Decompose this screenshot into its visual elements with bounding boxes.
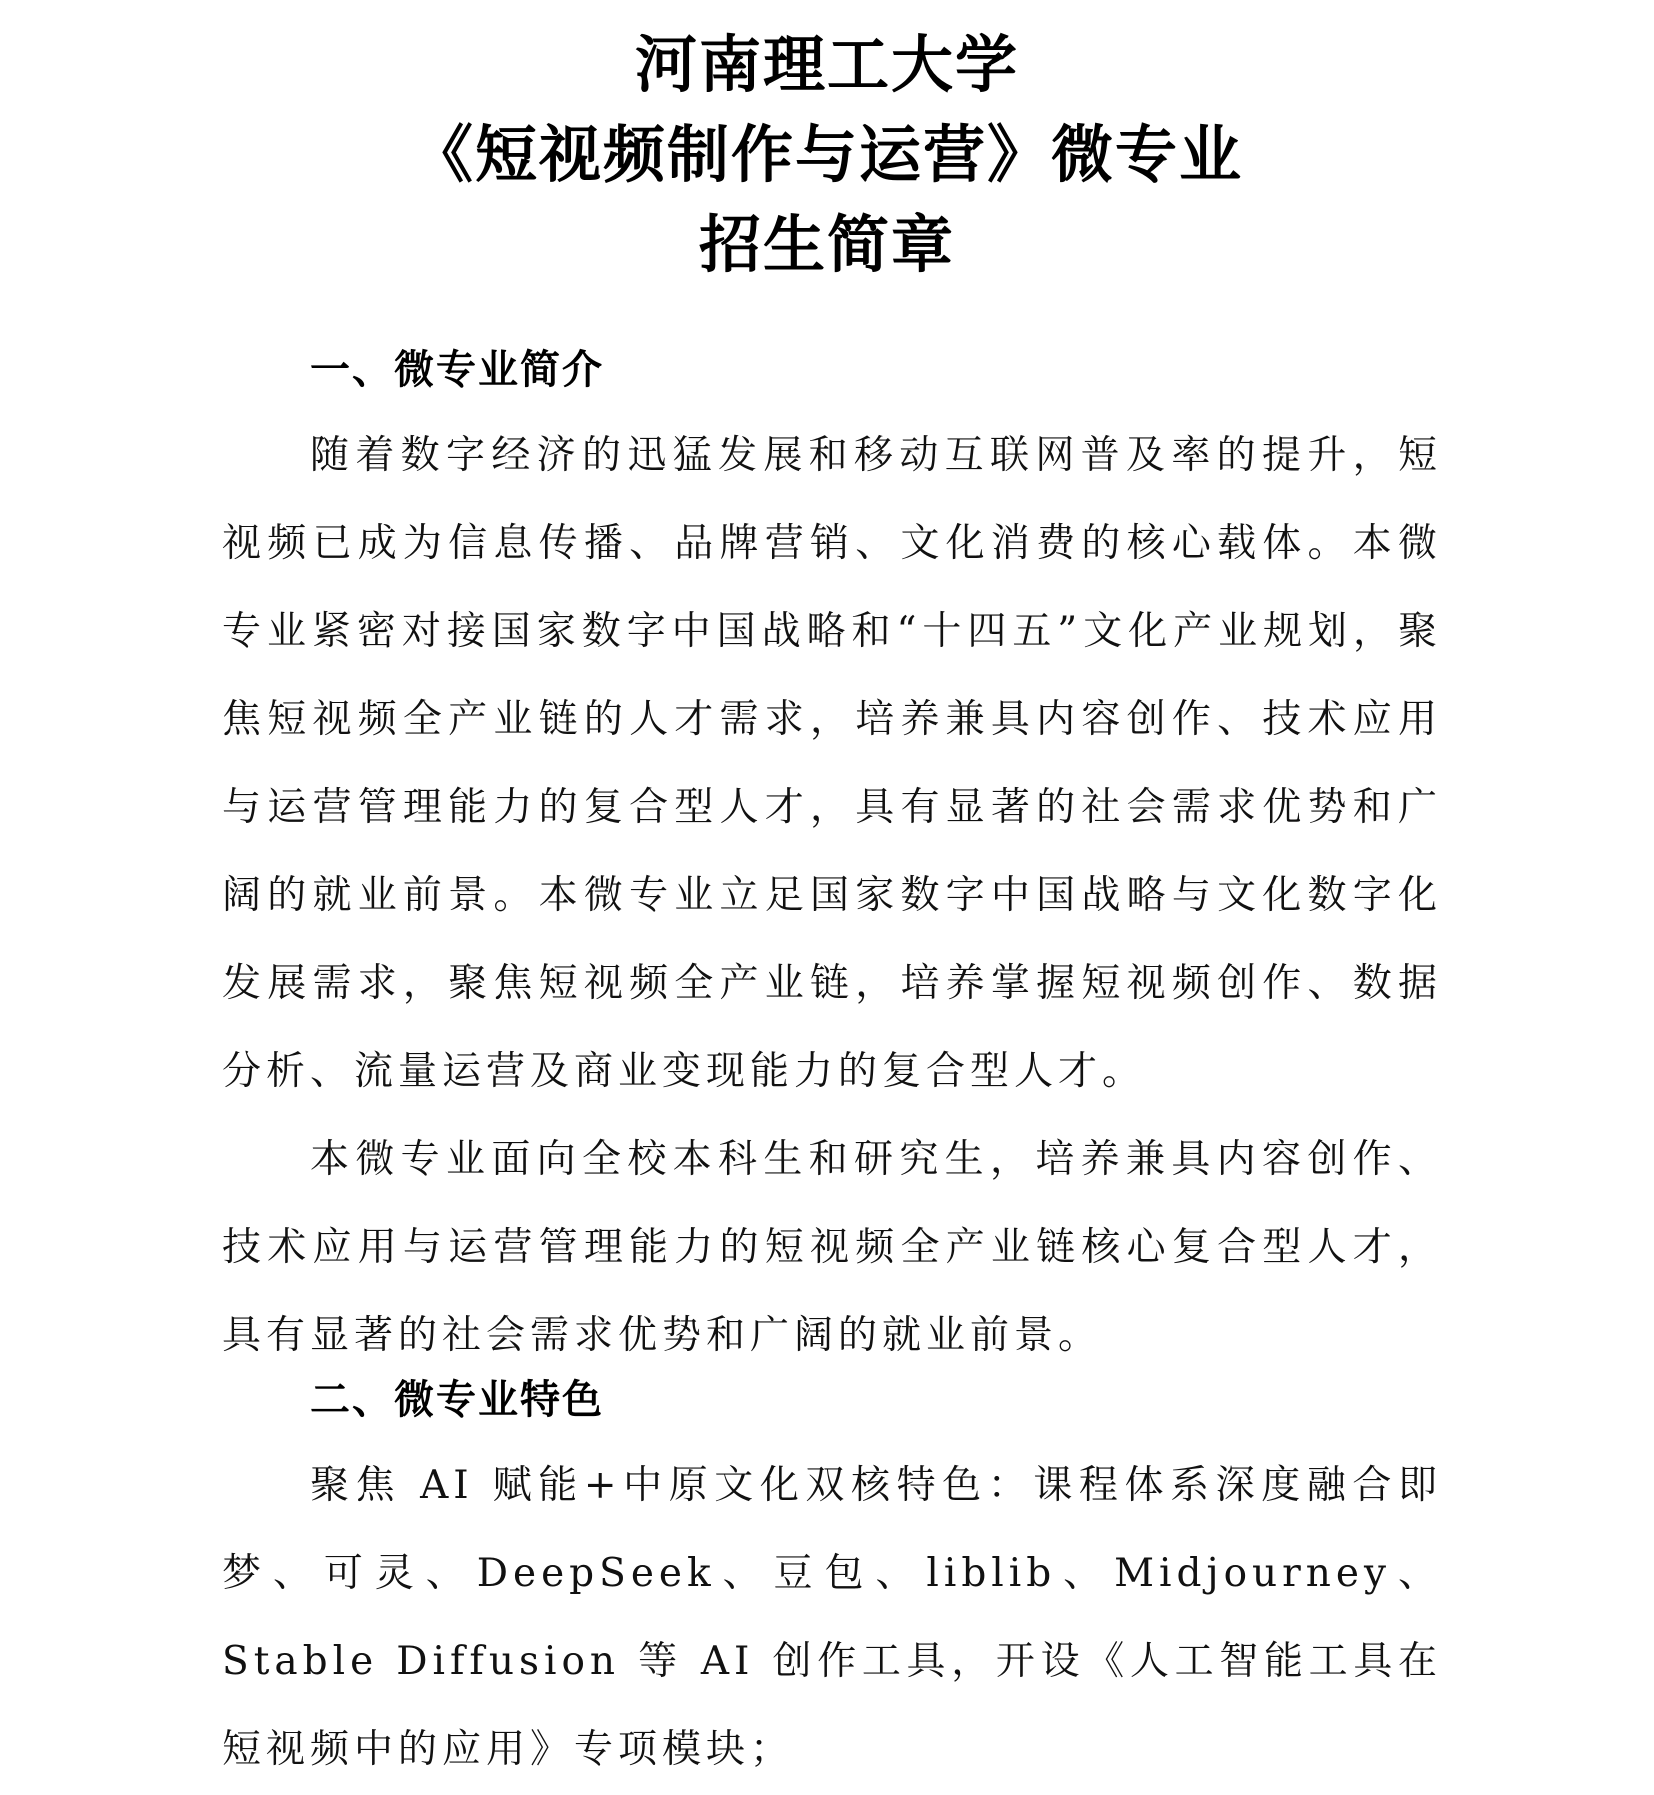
section-features-body [222,1442,1442,1794]
paragraph-features-1: 聚焦 AI 赋能+中原文化双核特色：课程体系深度融合即梦、可灵、DeepSeek、豆包、liblib、Midjourney、Stable Diffusion 等 AI 创作工具，开设《人工智能工具在短视频中的应用》专项模块； [222,1463,1442,1772]
section-heading-features: 二、微专业特色 [310,1377,604,1423]
title-program: 《短视频制作与运营》微专业 [410,118,1243,191]
title-university: 河南理工大学 [634,28,1019,101]
paragraph-introduction-1: 随着数字经济的迅猛发展和移动互联网普及率的提升，短视频已成为信息传播、品牌营销、文化消费的核心载体。本微专业紧密对接国家数字中国战略和“十四五”文化产业规划，聚焦短视频全产业链的人才需求，培养兼具内容创作、技术应用与运营管理能力的复合型人才，具有显著的社会需求优势和广阔的就业前景。本微专业立足国家数字中国战略与文化数字化发展需求，聚焦短视频全产业链，培养掌握短视频创作、数据分析、流量运营及商业变现能力的复合型人才。 [222,433,1442,1094]
section-introduction-body [222,412,1442,1380]
title-admission-guide: 招生简章 [698,208,955,281]
section-heading-introduction: 一、微专业简介 [310,347,604,393]
paragraph-introduction-2: 本微专业面向全校本科生和研究生，培养兼具内容创作、技术应用与运营管理能力的短视频全产业链核心复合型人才，具有显著的社会需求优势和广阔的就业前景。 [222,1137,1442,1358]
